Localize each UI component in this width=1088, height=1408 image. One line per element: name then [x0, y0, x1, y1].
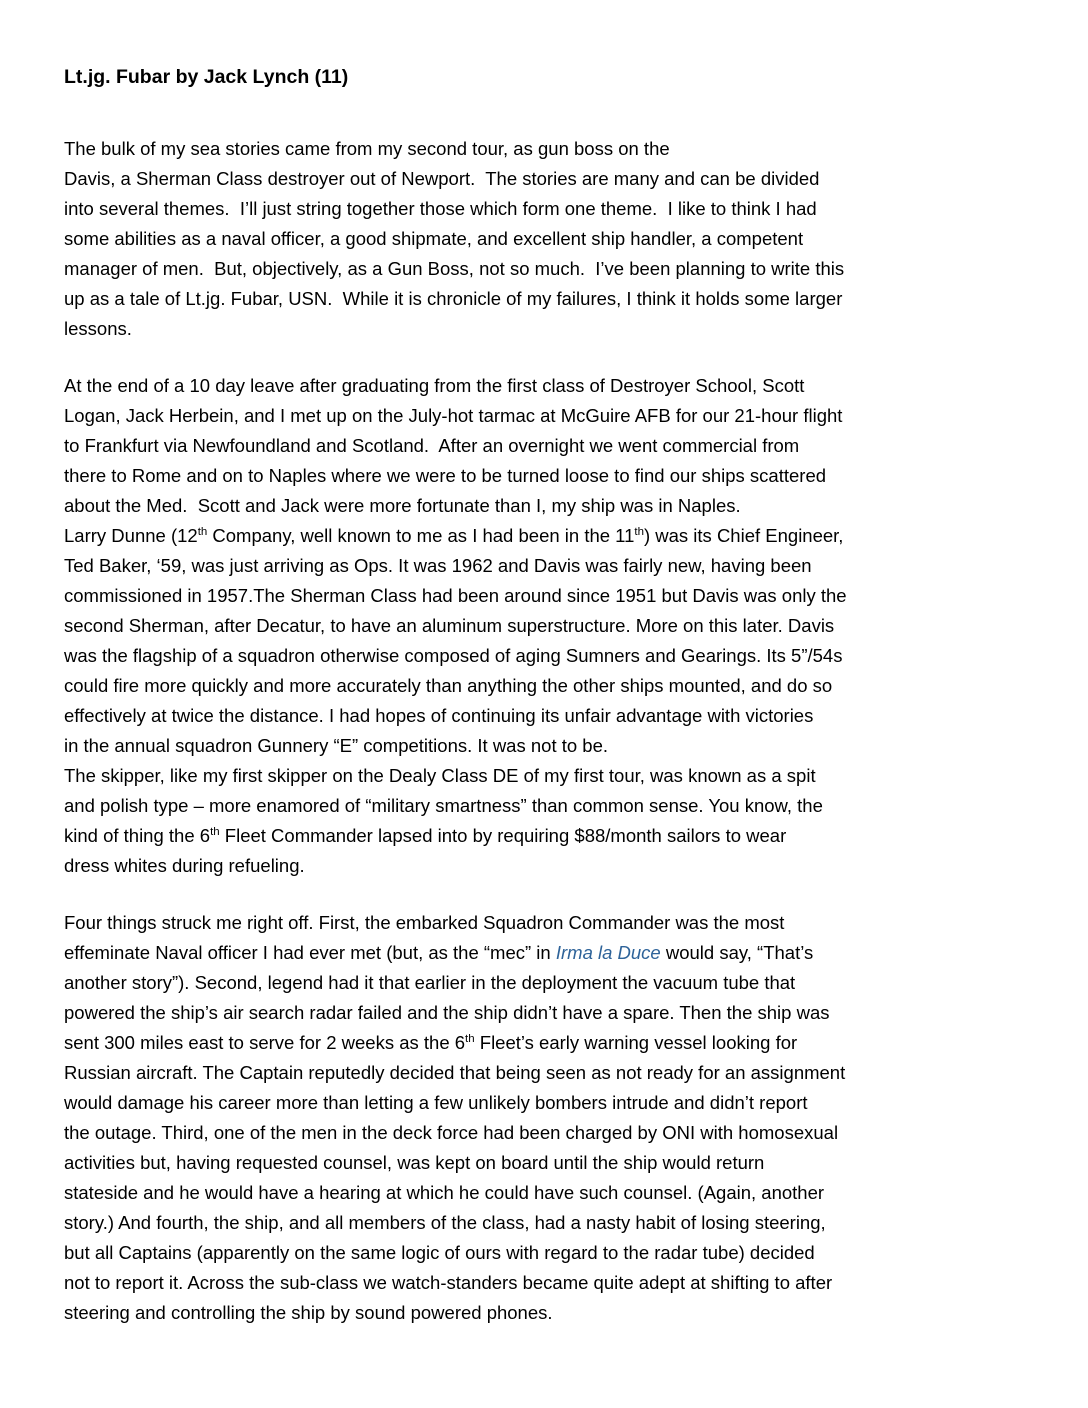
text-run: would say, “That’s — [660, 942, 814, 963]
text-run: The skipper, like my first skipper on the Dealy Class DE of my first tour, was known as a spit — [64, 765, 816, 786]
superscript-text: th — [634, 525, 644, 538]
text-run: commissioned in 1957.The Sherman Class had been around since 1951 but Davis was only the — [64, 585, 847, 606]
text-line — [64, 551, 1032, 581]
text-line — [64, 1058, 1032, 1088]
text-run: Logan, Jack Herbein, and I met up on the July-hot tarmac at McGuire AFB for our 21-hour flight — [64, 405, 843, 426]
text-run: the outage. Third, one of the men in the deck force had been charged by ONI with homosexual — [64, 1122, 839, 1143]
superscript-text: th — [465, 1032, 475, 1045]
superscript-text: th — [210, 825, 220, 838]
text-run: steering and controlling the ship by sound powered phones. — [64, 1302, 553, 1323]
text-run: dress whites during refueling. — [64, 855, 305, 876]
text-line — [64, 1268, 1032, 1298]
text-line — [64, 491, 1032, 521]
text-line — [64, 134, 1032, 164]
text-run: Russian aircraft. The Captain reputedly decided that being seen as not ready for an assignment — [64, 1062, 846, 1083]
text-line — [64, 1178, 1032, 1208]
text-run: to Frankfurt via Newfoundland and Scotland. After an overnight we went commercial from — [64, 435, 800, 456]
text-run: but all Captains (apparently on the same logic of ours with regard to the radar tube) decided — [64, 1242, 815, 1263]
text-run: ) was its Chief Engineer, — [643, 525, 844, 546]
text-line — [64, 581, 1032, 611]
text-run: effeminate Naval officer I had ever met (but, as the “mec” in — [64, 942, 556, 963]
text-run: At the end of a 10 day leave after graduating from the first class of Destroyer School, Scott — [64, 375, 805, 396]
text-run: sent 300 miles east to serve for 2 weeks as the 6 — [64, 1032, 466, 1053]
text-line — [64, 521, 1032, 551]
superscript-text: th — [197, 525, 208, 538]
text-run: story.) And fourth, the ship, and all members of the class, had a nasty habit of losing steering, — [64, 1212, 826, 1233]
text-run: manager of men. But, objectively, as a Gun Boss, not so much. I’ve been planning to write this — [64, 258, 845, 279]
text-line — [64, 851, 1032, 881]
document-title: Lt.jg. Fubar by Jack Lynch (11) — [64, 66, 349, 88]
text-run: Fleet’s early warning vessel looking for — [474, 1032, 798, 1053]
text-line — [64, 791, 1032, 821]
text-run: about the Med. Scott and Jack were more fortunate than I, my ship was in Naples. — [64, 495, 741, 516]
text-line — [64, 431, 1032, 461]
text-line — [64, 1118, 1032, 1148]
text-run: kind of thing the 6 — [64, 825, 211, 846]
text-run: powered the ship’s air search radar failed and the ship didn’t have a spare. Then the ship was — [64, 1002, 830, 1023]
text-line — [64, 1238, 1032, 1268]
text-run: there to Rome and on to Naples where we were to be turned loose to find our ships scattered — [64, 465, 827, 486]
text-run: not to report it. Across the sub-class we watch-standers became quite adept at shifting to after — [64, 1272, 833, 1293]
document-body — [64, 134, 1032, 1328]
text-line — [64, 461, 1032, 491]
text-run: Four things struck me right off. First, the embarked Squadron Commander was the most — [64, 912, 785, 933]
text-line — [64, 641, 1032, 671]
text-run: Ted Baker, ‘59, was just arriving as Ops. It was 1962 and Davis was fairly new, having been — [64, 555, 812, 576]
text-line — [64, 611, 1032, 641]
text-line — [64, 968, 1032, 998]
text-run: activities but, having requested counsel, was kept on board until the ship would return — [64, 1152, 765, 1173]
text-run: The bulk of my sea stories came from my second tour, as gun boss on the — [64, 138, 670, 159]
text-line — [64, 1088, 1032, 1118]
text-line — [64, 371, 1032, 401]
text-run: Davis, a Sherman Class destroyer out of Newport. The stories are many and can be divided — [64, 168, 820, 189]
text-run: second Sherman, after Decatur, to have an aluminum superstructure. More on this later. Davis — [64, 615, 835, 636]
text-run: effectively at twice the distance. I had hopes of continuing its unfair advantage with victories — [64, 705, 814, 726]
text-line — [64, 908, 1032, 938]
paragraph — [64, 908, 1032, 1328]
text-line — [64, 1208, 1032, 1238]
text-line — [64, 938, 1032, 968]
text-run: could fire more quickly and more accurately than anything the other ships mounted, and do so — [64, 675, 833, 696]
paragraph — [64, 134, 1032, 344]
text-line — [64, 314, 1032, 344]
text-line — [64, 998, 1032, 1028]
text-run: some abilities as a naval officer, a good shipmate, and excellent ship handler, a competent — [64, 228, 804, 249]
text-line — [64, 254, 1032, 284]
text-run: another story”). Second, legend had it that earlier in the deployment the vacuum tube that — [64, 972, 796, 993]
text-line — [64, 761, 1032, 791]
text-run: up as a tale of Lt.jg. Fubar, USN. While it is chronicle of my failures, I think it holds some larger — [64, 288, 843, 309]
text-run: Fleet Commander lapsed into by requiring $88/month sailors to wear — [219, 825, 787, 846]
text-run: was the flagship of a squadron otherwise composed of aging Sumners and Gearings. Its 5”/54s — [64, 645, 843, 666]
text-line — [64, 1028, 1032, 1058]
text-line — [64, 164, 1032, 194]
text-run: Larry Dunne (12 — [64, 525, 198, 546]
text-line — [64, 194, 1032, 224]
text-line — [64, 1148, 1032, 1178]
text-run: Company, well known to me as I had been in the 11 — [207, 525, 635, 546]
text-line — [64, 821, 1032, 851]
text-line — [64, 1298, 1032, 1328]
text-run: and polish type – more enamored of “military smartness” than common sense. You know, the — [64, 795, 823, 816]
text-line — [64, 401, 1032, 431]
text-line — [64, 224, 1032, 254]
text-line — [64, 731, 1032, 761]
text-run: stateside and he would have a hearing at which he could have such counsel. (Again, another — [64, 1182, 825, 1203]
text-line — [64, 284, 1032, 314]
text-run: in the annual squadron Gunnery “E” competitions. It was not to be. — [64, 735, 609, 756]
text-run: lessons. — [64, 318, 132, 339]
text-line — [64, 671, 1032, 701]
text-run: would damage his career more than letting a few unlikely bombers intrude and didn’t report — [64, 1092, 808, 1113]
paragraph — [64, 371, 1032, 881]
text-line — [64, 701, 1032, 731]
text-run: into several themes. I’ll just string together those which form one theme. I like to think I had — [64, 198, 817, 219]
movie-title-reference: Irma la Duce — [555, 942, 661, 963]
